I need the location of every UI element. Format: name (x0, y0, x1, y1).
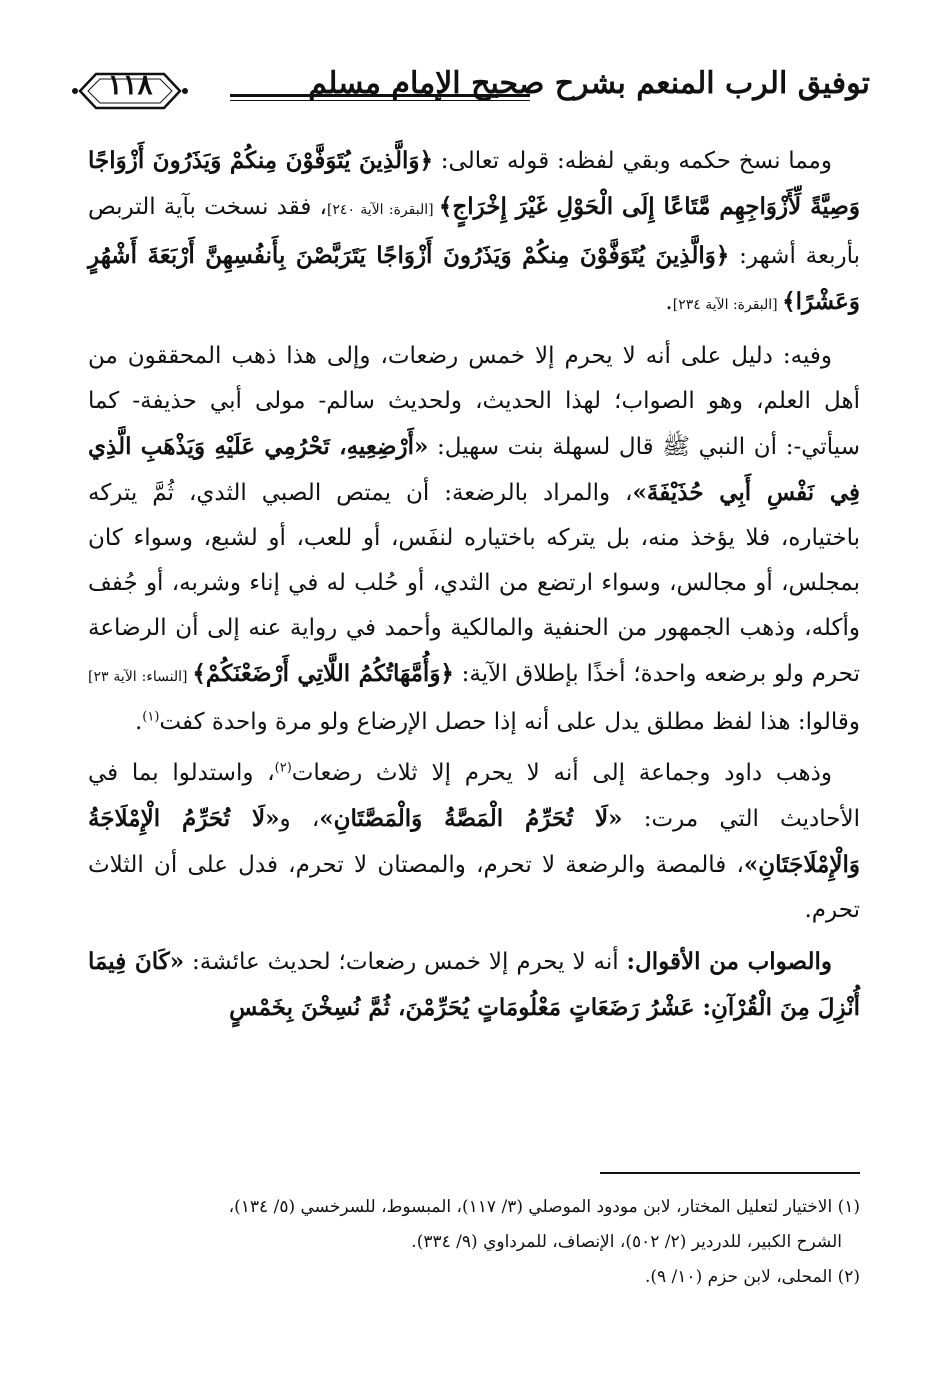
footnote-marker: (٢) (274, 760, 292, 776)
header-rule-thin (230, 100, 530, 101)
footnote-divider (600, 1172, 860, 1174)
text-run: ، فقد نسخت بآية التربص بأربعة أشهر: (88, 194, 860, 269)
quoted-text: «لَا تُحَرِّمُ الْمَصَّةُ وَالْمَصَّتَانِ» (319, 805, 623, 832)
text-run: أنه لا يحرم إلا خمس رضعات؛ لحديث عائشة: (184, 949, 627, 975)
verse-reference: [البقرة: الآية ٢٣٤] (672, 297, 783, 313)
page-number: ١١٨ (107, 68, 153, 101)
verse-reference: [النساء: الآية ٢٣] (88, 669, 193, 685)
quoted-text: «كَانَ فِيمَا أُنْزِلَ مِنَ الْقُرْآنِ: عَشْرُ رَضَعَاتٍ مَعْلُومَاتٍ يُحَرِّمْنَ، ثُمَّ نُسِخْنَ بِخَمْسٍ (88, 948, 860, 1021)
footnote-2: (٢) المحلى، لابن حزم (١٠/ ٩). (644, 1267, 860, 1287)
text-run: ، و (279, 806, 320, 832)
text-run: وقالوا: هذا لفظ مطلق يدل على أنه إذا حصل الإرضاع ولو مرة واحدة كفت (159, 709, 860, 735)
text-run: ومما نسخ حكمه وبقي لفظه: قوله تعالى: (433, 148, 832, 174)
quoted-text: «أَرْضِعِيهِ، تَحْرُمِي عَلَيْهِ وَيَذْهَبِ الَّذِي فِي نَفْسِ أَبِي حُذَيْفَةَ» (88, 433, 861, 506)
text-run: . (134, 709, 143, 735)
header-rule (230, 94, 530, 97)
paragraph-2 (88, 334, 860, 745)
footnote-marker: (١) (142, 709, 160, 725)
text-run: ، فالمصة والرضعة لا تحرم، والمصتان لا تحرم، فدل على أن الثلاث تحرم. (88, 852, 860, 923)
paragraph-4 (88, 939, 860, 1031)
text-run: . (665, 289, 673, 315)
text-run: وفيه: دليل على أنه لا يحرم إلا خمس رضعات، وإلى هذا ذهب المحققون من أهل العلم، وهو الصواب؛ لهذا الحديث، ولحديث سالم- مولى أبي حذيفة- كما سيأتي-: أن النبي ﷺ قال لسهلة بنت سهيل: (88, 343, 861, 460)
footnote-1-continued: الشرح الكبير، للدردير (٢/ ٥٠٢)، الإنصاف، للمرداوي (٩/ ٣٣٤). (411, 1232, 842, 1252)
text-run: وذهب داود وجماعة إلى أنه لا يحرم إلا ثلاث رضعات (291, 760, 832, 786)
quoted-text: ﴿وَأُمَّهَاتُكُمُ اللَّاتِي أَرْضَعْنَكُمْ﴾ (192, 660, 454, 687)
footnote-1: (١) الاختيار لتعليل المختار، لابن مودود الموصلي (٣/ ١١٧)، المبسوط، للسرخسي (٥/ ١٣٤)، (228, 1197, 860, 1217)
book-title: توفيق الرب المنعم بشرح صحيح الإمام مسلم (308, 66, 870, 101)
main-text (88, 138, 860, 1037)
paragraph-3 (88, 751, 860, 933)
quoted-text: ﴿وَالَّذِينَ يُتَوَفَّوْنَ مِنكُمْ وَيَذَرُونَ أَزْوَاجًا وَصِيَّةً لِّأَزْوَاجِهِم مَّتَاعًا إِلَى الْحَوْلِ غَيْرَ إِخْرَاجٍ﴾ (88, 147, 860, 220)
quoted-text: «لَا تُحَرِّمُ الْإِمْلَاجَةُ وَالْإِمْلَاجَتَانِ» (88, 805, 860, 878)
quoted-text: والصواب من الأقوال: (626, 948, 832, 975)
text-run: ، واستدلوا بما في الأحاديث التي مرت: (88, 760, 860, 832)
text-run: ، والمراد بالرضعة: أن يمتص الصبي الثدي، ثُمَّ يتركه باختياره، فلا يؤخذ منه، بل يتركه باختياره لنفَس، أو للعب، أو لشبع، وسواء كان بمجلس، أو مجالس، وسواء ارتضع من الثدي، أو حُلب له في إناء وشربه، أو جُفف وأكله، وذهب الجمهور من الحنفية والمالكية وأحمد في رواية عنه إلى أن الرضاعة تحرم ولو برضعه واحدة؛ أخذًا بإطلاق الآية: (88, 480, 860, 687)
verse-reference: [البقرة: الآية ٢٤٠] (326, 202, 439, 218)
paragraph-1 (88, 138, 860, 328)
page-header (70, 62, 870, 122)
footnotes (88, 1190, 860, 1295)
quoted-text: ﴿وَالَّذِينَ يُتَوَفَّوْنَ مِنكُمْ وَيَذَرُونَ أَزْوَاجًا يَتَرَبَّصْنَ بِأَنفُسِهِنَّ أَرْبَعَةَ أَشْهُرٍ وَعَشْرًا﴾ (88, 242, 860, 315)
